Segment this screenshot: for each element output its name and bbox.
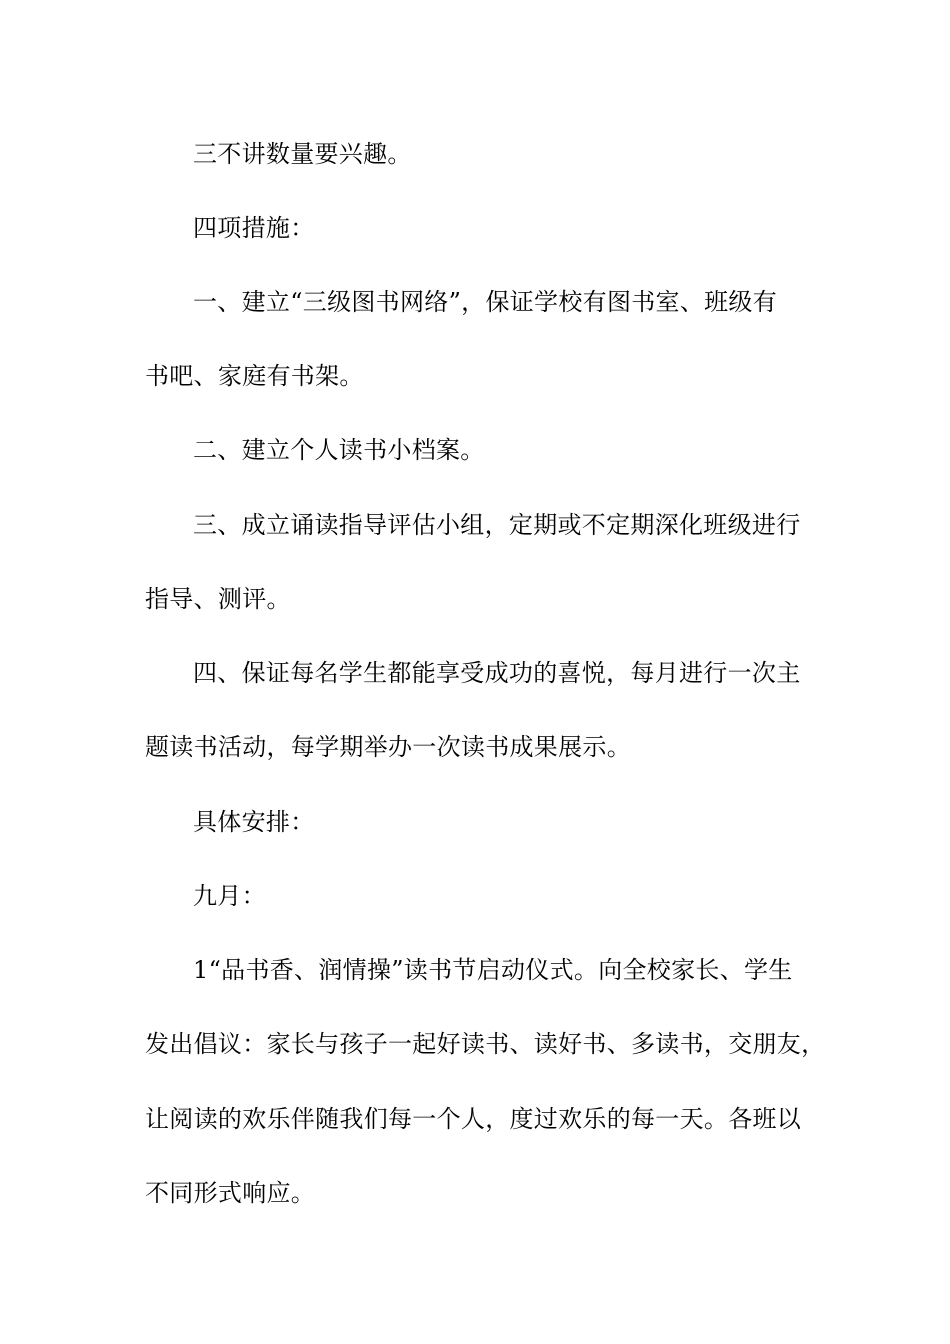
text-line: 让阅读的欢乐伴随我们每一个人，度过欢乐的每一天。各班以 xyxy=(145,1105,802,1133)
text-line: 书吧、家庭有书架。 xyxy=(145,362,364,390)
text-line: 二、建立个人读书小档案。 xyxy=(193,436,485,464)
text-line: 不同形式响应。 xyxy=(145,1179,316,1207)
month-heading-september: 九月： xyxy=(193,882,266,910)
section-heading-measures: 四项措施： xyxy=(193,214,315,242)
text-line: 一、建立“三级图书网络”，保证学校有图书室、班级有 xyxy=(193,288,778,316)
text-line: 四、保证每名学生都能享受成功的喜悦，每月进行一次主 xyxy=(193,659,801,687)
text-line: 三、成立诵读指导评估小组，定期或不定期深化班级进行 xyxy=(193,511,801,539)
text-line: 发出倡议：家长与孩子一起好读书、读好书、多读书，交朋友， xyxy=(145,1030,826,1058)
text-line: 三不讲数量要兴趣。 xyxy=(193,140,412,168)
text-line: 指导、测评。 xyxy=(145,585,291,613)
text-line: 1“品书香、润情操”读书节启动仪式。向全校家长、学生 xyxy=(193,956,793,984)
text-line: 题读书活动，每学期举办一次读书成果展示。 xyxy=(145,733,631,761)
section-heading-schedule: 具体安排： xyxy=(193,808,315,836)
